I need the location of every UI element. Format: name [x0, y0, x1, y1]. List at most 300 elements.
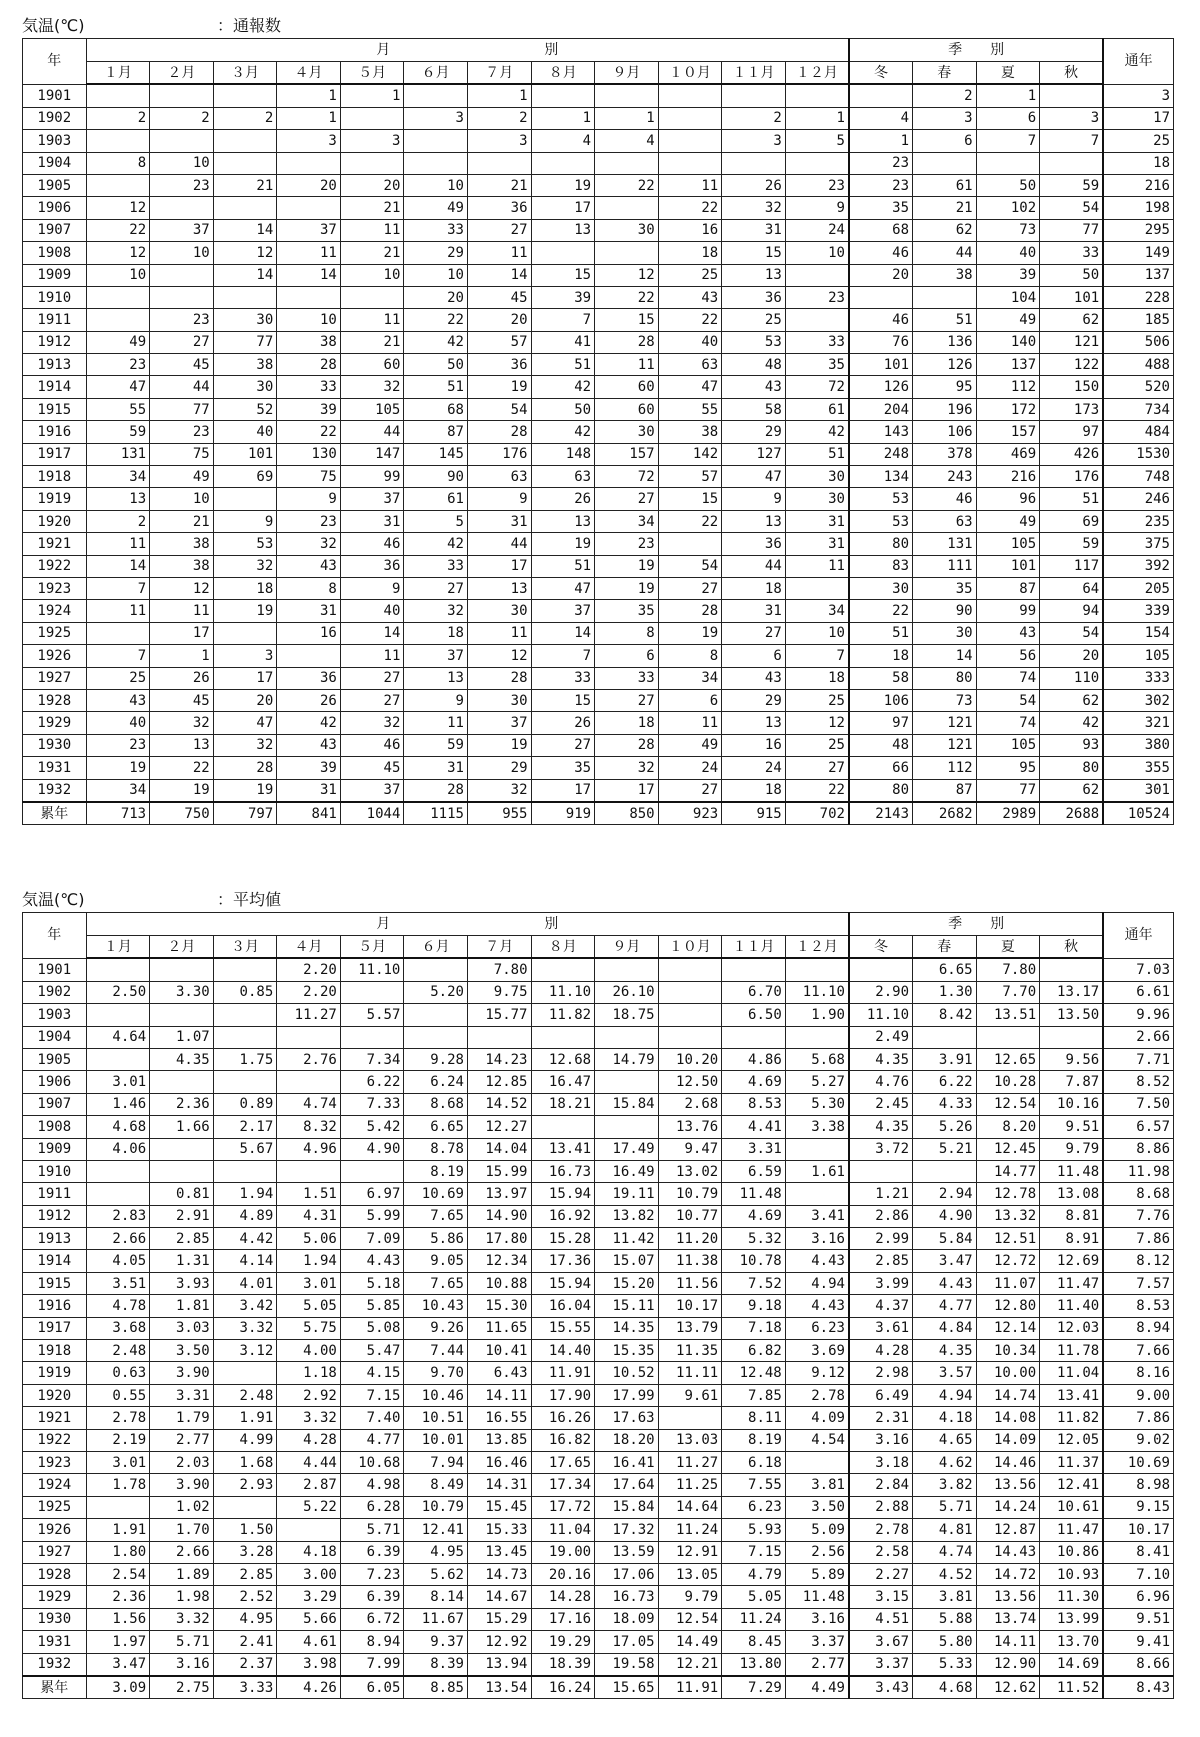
value-cell: 6.70: [722, 981, 786, 1003]
value-cell: 1.21: [849, 1183, 913, 1205]
value-cell: 28: [595, 331, 659, 353]
value-cell: [404, 130, 468, 152]
value-cell: 3.37: [849, 1653, 913, 1676]
value-cell: 11.35: [658, 1340, 722, 1362]
value-cell: 3.82: [913, 1474, 977, 1496]
value-cell: 17: [150, 622, 214, 644]
value-cell: 43: [277, 555, 341, 577]
value-cell: 8.81: [1040, 1205, 1104, 1227]
value-cell: 77: [150, 398, 214, 420]
value-cell: 1.81: [150, 1295, 214, 1317]
value-cell: 154: [1103, 622, 1173, 644]
value-cell: 4.52: [913, 1563, 977, 1585]
value-cell: 47: [658, 376, 722, 398]
month-header: １０月: [658, 62, 722, 85]
value-cell: 14.67: [467, 1586, 531, 1608]
value-cell: 12.91: [658, 1541, 722, 1563]
value-cell: 3.12: [213, 1340, 277, 1362]
year-cell: 1917: [23, 443, 87, 465]
value-cell: 3.32: [277, 1407, 341, 1429]
value-cell: 5: [404, 510, 468, 532]
value-cell: 20: [404, 286, 468, 308]
value-cell: 21: [913, 197, 977, 219]
value-cell: 7.18: [722, 1317, 786, 1339]
year-cell: 1905: [23, 1048, 87, 1070]
value-cell: 9.15: [1103, 1496, 1173, 1518]
value-cell: 4.84: [913, 1317, 977, 1339]
value-cell: 378: [913, 443, 977, 465]
value-cell: 16.47: [531, 1071, 595, 1093]
value-cell: 11: [404, 712, 468, 734]
value-cell: 9.05: [404, 1250, 468, 1272]
value-cell: 2.66: [86, 1228, 150, 1250]
value-cell: 38: [213, 354, 277, 376]
value-cell: 3.16: [849, 1429, 913, 1451]
value-cell: 77: [976, 779, 1040, 802]
value-cell: 10.79: [404, 1496, 468, 1518]
value-cell: 11.42: [595, 1228, 659, 1250]
month-header: ５月: [340, 936, 404, 959]
value-cell: [849, 1160, 913, 1182]
value-cell: 301: [1103, 779, 1173, 802]
year-cell: 1916: [23, 421, 87, 443]
value-cell: 5.05: [722, 1586, 786, 1608]
value-cell: 15: [658, 488, 722, 510]
value-cell: 205: [1103, 577, 1173, 599]
value-cell: 4.95: [404, 1541, 468, 1563]
value-cell: 21: [467, 174, 531, 196]
value-cell: 2.84: [849, 1474, 913, 1496]
value-cell: 302: [1103, 689, 1173, 711]
total-label: 累年: [23, 1676, 87, 1699]
value-cell: 51: [785, 443, 849, 465]
value-cell: 49: [658, 734, 722, 756]
value-cell: 4.18: [913, 1407, 977, 1429]
total-cell: 8.43: [1103, 1676, 1173, 1699]
value-cell: 3: [1103, 84, 1173, 107]
value-cell: 7.87: [1040, 1071, 1104, 1093]
value-cell: 5.68: [785, 1048, 849, 1070]
value-cell: 13: [722, 264, 786, 286]
value-cell: 17.99: [595, 1384, 659, 1406]
year-cell: 1925: [23, 622, 87, 644]
value-cell: 106: [913, 421, 977, 443]
season-group-header: 季 別: [849, 39, 1103, 62]
month-header: １１月: [722, 62, 786, 85]
value-cell: 37: [277, 219, 341, 241]
value-cell: 3.98: [277, 1653, 341, 1676]
value-cell: 2.58: [849, 1541, 913, 1563]
value-cell: 10: [404, 174, 468, 196]
value-cell: 4.94: [785, 1272, 849, 1294]
season-header: 春: [913, 936, 977, 959]
value-cell: [595, 1026, 659, 1048]
value-cell: 87: [976, 577, 1040, 599]
table-row: [23, 488, 1174, 510]
month-header: ２月: [150, 62, 214, 85]
value-cell: 75: [277, 466, 341, 488]
value-cell: 34: [595, 510, 659, 532]
value-cell: 57: [467, 331, 531, 353]
year-cell: 1903: [23, 1004, 87, 1026]
value-cell: 7: [531, 309, 595, 331]
value-cell: 13.82: [595, 1205, 659, 1227]
value-cell: [86, 622, 150, 644]
value-cell: 5.30: [785, 1093, 849, 1115]
value-cell: 51: [849, 622, 913, 644]
value-cell: 17.64: [595, 1474, 659, 1496]
value-cell: 1: [150, 645, 214, 667]
value-cell: 18: [722, 577, 786, 599]
value-cell: 32: [340, 712, 404, 734]
value-cell: 11.27: [658, 1451, 722, 1473]
value-cell: 5.71: [913, 1496, 977, 1518]
value-cell: 6.18: [722, 1451, 786, 1473]
value-cell: [658, 84, 722, 107]
value-cell: 4.79: [722, 1563, 786, 1585]
value-cell: 50: [976, 174, 1040, 196]
value-cell: [404, 152, 468, 174]
value-cell: 80: [913, 667, 977, 689]
value-cell: 2.92: [277, 1384, 341, 1406]
value-cell: 10: [340, 264, 404, 286]
value-cell: 2.87: [277, 1474, 341, 1496]
value-cell: [913, 286, 977, 308]
value-cell: 7.10: [1103, 1563, 1173, 1585]
total-cell: 2.75: [150, 1676, 214, 1699]
table-subtitle: ：通報数: [217, 16, 282, 35]
value-cell: 15.94: [531, 1183, 595, 1205]
value-cell: 10.51: [404, 1407, 468, 1429]
value-cell: 6.59: [722, 1160, 786, 1182]
value-cell: 14.28: [531, 1586, 595, 1608]
value-cell: 15.77: [467, 1004, 531, 1026]
value-cell: 4.18: [277, 1541, 341, 1563]
value-cell: 49: [976, 510, 1040, 532]
value-cell: 5.85: [340, 1295, 404, 1317]
value-cell: 2.90: [849, 981, 913, 1003]
value-cell: 22: [277, 421, 341, 443]
value-cell: 6.23: [722, 1496, 786, 1518]
value-cell: [531, 1116, 595, 1138]
value-cell: 54: [1040, 622, 1104, 644]
value-cell: 1: [595, 107, 659, 129]
value-cell: 8.91: [1040, 1228, 1104, 1250]
value-cell: 14: [213, 219, 277, 241]
value-cell: 26: [531, 712, 595, 734]
table-row: [23, 309, 1174, 331]
value-cell: 15.33: [467, 1519, 531, 1541]
value-cell: 51: [531, 354, 595, 376]
value-cell: [658, 130, 722, 152]
value-cell: 2.54: [86, 1563, 150, 1585]
value-cell: 7.80: [467, 958, 531, 981]
value-cell: 4.35: [849, 1048, 913, 1070]
year-cell: 1907: [23, 219, 87, 241]
value-cell: 9: [404, 689, 468, 711]
year-cell: 1918: [23, 466, 87, 488]
value-cell: 13.45: [467, 1541, 531, 1563]
value-cell: 4.00: [277, 1340, 341, 1362]
value-cell: 1.02: [150, 1496, 214, 1518]
year-cell: 1914: [23, 376, 87, 398]
value-cell: 2.66: [150, 1541, 214, 1563]
value-cell: 4.86: [722, 1048, 786, 1070]
value-cell: 74: [976, 712, 1040, 734]
value-cell: 43: [86, 689, 150, 711]
value-cell: 12.05: [1040, 1429, 1104, 1451]
value-cell: 4.35: [913, 1340, 977, 1362]
value-cell: 7.44: [404, 1340, 468, 1362]
season-group-header: 季 別: [849, 913, 1103, 936]
table-row: [23, 1340, 1174, 1362]
value-cell: 21: [340, 242, 404, 264]
value-cell: 10.00: [976, 1362, 1040, 1384]
year-cell: 1901: [23, 958, 87, 981]
value-cell: 6.65: [913, 958, 977, 981]
value-cell: 37: [150, 219, 214, 241]
value-cell: 43: [722, 376, 786, 398]
value-cell: [913, 152, 977, 174]
value-cell: 61: [785, 398, 849, 420]
value-cell: [150, 1160, 214, 1182]
value-cell: 3: [340, 130, 404, 152]
table-row: [23, 354, 1174, 376]
value-cell: [467, 1026, 531, 1048]
value-cell: 8.32: [277, 1116, 341, 1138]
value-cell: 2: [86, 107, 150, 129]
value-cell: 10: [150, 242, 214, 264]
value-cell: 18: [785, 667, 849, 689]
table-row: [23, 1429, 1174, 1451]
value-cell: [785, 1451, 849, 1473]
value-cell: [86, 1004, 150, 1026]
value-cell: 16: [277, 622, 341, 644]
value-cell: 21: [150, 510, 214, 532]
value-cell: [1040, 1026, 1104, 1048]
value-cell: 12.72: [976, 1250, 1040, 1272]
value-cell: 7.57: [1103, 1272, 1173, 1294]
value-cell: 136: [913, 331, 977, 353]
value-cell: 8.42: [913, 1004, 977, 1026]
value-cell: 59: [1040, 533, 1104, 555]
table-row: [23, 1608, 1174, 1630]
value-cell: 176: [467, 443, 531, 465]
value-cell: 32: [722, 197, 786, 219]
value-cell: 14.43: [976, 1541, 1040, 1563]
value-cell: 4.37: [849, 1295, 913, 1317]
value-cell: 46: [849, 242, 913, 264]
value-cell: 9.70: [404, 1362, 468, 1384]
value-cell: 1.68: [213, 1451, 277, 1473]
value-cell: 8.19: [404, 1160, 468, 1182]
value-cell: 28: [213, 757, 277, 779]
total-cell: 915: [722, 802, 786, 825]
value-cell: 4.65: [913, 1429, 977, 1451]
value-cell: 21: [340, 197, 404, 219]
value-cell: [86, 286, 150, 308]
value-cell: 4.69: [722, 1205, 786, 1227]
year-cell: 1920: [23, 1384, 87, 1406]
value-cell: 734: [1103, 398, 1173, 420]
value-cell: 1.79: [150, 1407, 214, 1429]
value-cell: 6.97: [340, 1183, 404, 1205]
value-cell: 2.85: [213, 1563, 277, 1585]
value-cell: 18: [595, 712, 659, 734]
value-cell: 8.12: [1103, 1250, 1173, 1272]
value-cell: 2: [86, 510, 150, 532]
value-cell: 17.32: [595, 1519, 659, 1541]
table-row: [23, 1026, 1174, 1048]
value-cell: 2.41: [213, 1631, 277, 1653]
season-header: 夏: [976, 62, 1040, 85]
value-cell: 3.29: [277, 1586, 341, 1608]
value-cell: 32: [213, 734, 277, 756]
value-cell: 55: [658, 398, 722, 420]
total-cell: 919: [531, 802, 595, 825]
value-cell: 11: [277, 242, 341, 264]
value-cell: 134: [849, 466, 913, 488]
value-cell: 2.48: [213, 1384, 277, 1406]
total-cell: 4.26: [277, 1676, 341, 1699]
value-cell: 55: [86, 398, 150, 420]
value-cell: 45: [340, 757, 404, 779]
value-cell: 1.80: [86, 1541, 150, 1563]
value-cell: 1: [340, 84, 404, 107]
value-cell: 15: [722, 242, 786, 264]
value-cell: 228: [1103, 286, 1173, 308]
value-cell: 122: [1040, 354, 1104, 376]
table-row: [23, 84, 1174, 107]
annual-header: 通年: [1103, 913, 1173, 959]
value-cell: 27: [658, 577, 722, 599]
value-cell: [277, 152, 341, 174]
month-header: ９月: [595, 936, 659, 959]
value-cell: 3: [467, 130, 531, 152]
value-cell: 1.66: [150, 1116, 214, 1138]
value-cell: 6: [913, 130, 977, 152]
table-row: [23, 555, 1174, 577]
value-cell: 15.94: [531, 1272, 595, 1294]
table-row: [23, 689, 1174, 711]
value-cell: [785, 84, 849, 107]
value-cell: 37: [340, 488, 404, 510]
value-cell: 11.20: [658, 1228, 722, 1250]
value-cell: 99: [976, 600, 1040, 622]
value-cell: 137: [976, 354, 1040, 376]
month-header: １月: [86, 936, 150, 959]
value-cell: 21: [213, 174, 277, 196]
value-cell: 35: [913, 577, 977, 599]
value-cell: 3.16: [150, 1653, 214, 1676]
value-cell: 20: [467, 309, 531, 331]
value-cell: 18.21: [531, 1093, 595, 1115]
value-cell: 17.72: [531, 1496, 595, 1518]
value-cell: 23: [86, 354, 150, 376]
value-cell: 49: [150, 466, 214, 488]
value-cell: 13.51: [976, 1004, 1040, 1026]
value-cell: 46: [340, 533, 404, 555]
value-cell: 47: [722, 466, 786, 488]
value-cell: 14.08: [976, 1407, 1040, 1429]
value-cell: 1.78: [86, 1474, 150, 1496]
value-cell: 5.99: [340, 1205, 404, 1227]
value-cell: 2.78: [785, 1384, 849, 1406]
value-cell: 2.48: [86, 1340, 150, 1362]
value-cell: 16.55: [467, 1407, 531, 1429]
value-cell: 216: [976, 466, 1040, 488]
value-cell: 4.01: [213, 1272, 277, 1294]
value-cell: 10: [277, 309, 341, 331]
value-cell: 3.31: [722, 1138, 786, 1160]
value-cell: [722, 84, 786, 107]
year-cell: 1914: [23, 1250, 87, 1272]
value-cell: 9.37: [404, 1631, 468, 1653]
value-cell: 19.11: [595, 1183, 659, 1205]
value-cell: 1.90: [785, 1004, 849, 1026]
year-cell: 1930: [23, 734, 87, 756]
value-cell: 3.41: [785, 1205, 849, 1227]
value-cell: 8.68: [1103, 1183, 1173, 1205]
value-cell: 23: [277, 510, 341, 532]
total-cell: 4.49: [785, 1676, 849, 1699]
value-cell: 11.10: [849, 1004, 913, 1026]
table-row: [23, 1653, 1174, 1676]
value-cell: 13: [722, 510, 786, 532]
value-cell: 15.45: [467, 1496, 531, 1518]
table-row: [23, 1160, 1174, 1182]
value-cell: 42: [1040, 712, 1104, 734]
value-cell: [340, 1026, 404, 1048]
table-row: [23, 1519, 1174, 1541]
value-cell: 4.81: [913, 1519, 977, 1541]
value-cell: 10: [150, 488, 214, 510]
value-cell: 4.74: [913, 1541, 977, 1563]
value-cell: 117: [1040, 555, 1104, 577]
value-cell: 87: [404, 421, 468, 443]
value-cell: [658, 533, 722, 555]
value-cell: [658, 1407, 722, 1429]
value-cell: 63: [913, 510, 977, 532]
value-cell: 16.49: [595, 1160, 659, 1182]
value-cell: 5.33: [913, 1653, 977, 1676]
month-header: ７月: [467, 936, 531, 959]
value-cell: 17.65: [531, 1451, 595, 1473]
value-cell: 31: [467, 510, 531, 532]
value-cell: 2.78: [86, 1407, 150, 1429]
table-row: [23, 779, 1174, 802]
value-cell: 7.80: [976, 958, 1040, 981]
total-cell: 16.24: [531, 1676, 595, 1699]
value-cell: 13.74: [976, 1608, 1040, 1630]
value-cell: 3.01: [277, 1272, 341, 1294]
month-header: ３月: [213, 936, 277, 959]
value-cell: 7.33: [340, 1093, 404, 1115]
value-cell: 50: [1040, 264, 1104, 286]
value-cell: [86, 84, 150, 107]
value-cell: 44: [467, 533, 531, 555]
month-header: ５月: [340, 62, 404, 85]
table-row: [23, 398, 1174, 420]
value-cell: 30: [595, 219, 659, 241]
value-cell: 105: [976, 533, 1040, 555]
value-cell: 60: [340, 354, 404, 376]
value-cell: 10.79: [658, 1183, 722, 1205]
value-cell: 121: [1040, 331, 1104, 353]
value-cell: 27: [340, 667, 404, 689]
value-cell: 10.01: [404, 1429, 468, 1451]
month-header: ２月: [150, 936, 214, 959]
